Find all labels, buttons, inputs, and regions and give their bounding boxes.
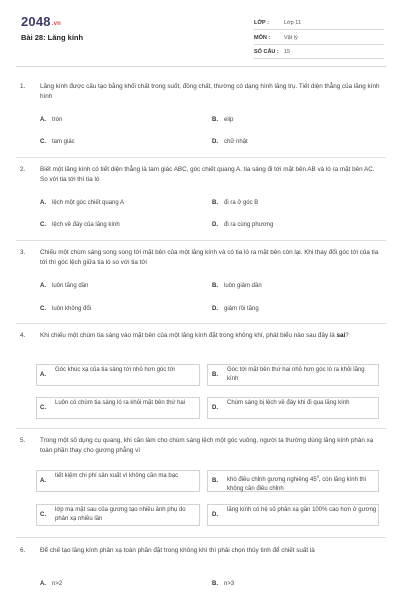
site-logo[interactable]: 2048.vn bbox=[21, 14, 62, 29]
meta-count-row bbox=[254, 45, 384, 59]
question-number: 1. bbox=[20, 83, 26, 90]
meta-value: Vật lý bbox=[284, 35, 298, 41]
question-separator bbox=[16, 157, 386, 158]
meta-subject-row bbox=[254, 31, 384, 45]
question-text: Để chế tạo lăng kính phản xạ toàn phần đặt trong không khí thì phải chọn thủy tinh để chiết suất là bbox=[40, 547, 315, 554]
question-number: 6. bbox=[20, 547, 26, 554]
question-separator bbox=[16, 537, 386, 538]
question-text: Trong một số dụng cụ quang, khi cần làm cho chùm sáng lệch một góc vuông, người ta thường dùng lăng kính phản xạ toàn phần thay cho gương phẳng vì bbox=[40, 437, 374, 454]
question-number: 4. bbox=[20, 332, 26, 339]
page-header bbox=[0, 0, 400, 62]
question-separator bbox=[16, 323, 386, 324]
question-number: 2. bbox=[20, 166, 26, 173]
meta-label: MÔN : bbox=[254, 35, 271, 41]
question-text: Khi chiếu một chùm tia sáng vào mặt bên của một lăng kính đặt trong không khí, phát biểu nào sau đây là sai? bbox=[40, 332, 349, 339]
question-number: 3. bbox=[20, 249, 26, 256]
lesson-title: Bài 28: Lăng kính bbox=[21, 33, 84, 42]
meta-value: 15 bbox=[284, 49, 291, 55]
meta-label: LỚP : bbox=[254, 20, 269, 26]
meta-value: Lớp 11 bbox=[284, 20, 301, 26]
header-divider bbox=[16, 66, 386, 67]
question-separator bbox=[16, 428, 386, 429]
meta-class-row bbox=[254, 16, 384, 30]
question-text: Biết một lăng kính có tiết diện thẳng là tam giác ABC, góc chiết quang A. tia sáng đi tới mặt bên AB và ló ra mặt bên AC. So với tia tới thì tia ló bbox=[40, 166, 375, 183]
question-separator bbox=[16, 240, 386, 241]
meta-label: SỐ CÂU : bbox=[254, 49, 279, 55]
question-text: Chiếu một chùm sáng song song tới mặt bên của một lăng kính và có tia ló ra mặt bên còn lại. Khi thay đổi góc tới của tia tới thì góc lệch giữa tia ló so với tia tới bbox=[40, 249, 379, 266]
question-number: 5. bbox=[20, 437, 26, 444]
question-text: Lăng kính được cấu tạo bằng khối chất trong suốt, đồng chất, thường có dạng hình lăng trụ. Tiết diện thẳng của lăng kính hình bbox=[40, 83, 380, 100]
